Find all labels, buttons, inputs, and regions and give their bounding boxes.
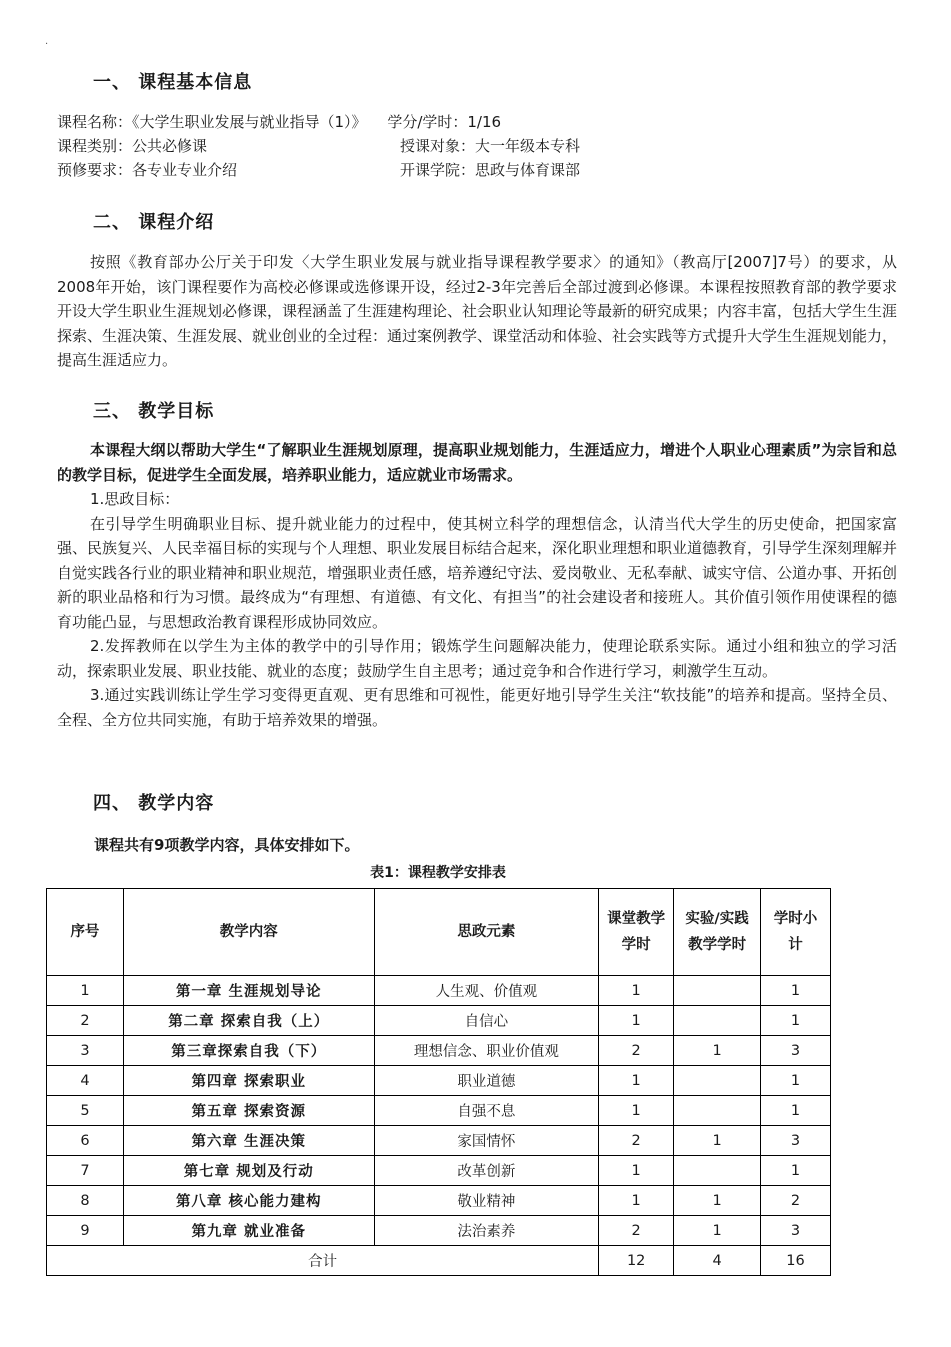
row-practice-hours: 1	[674, 1216, 761, 1246]
offering-college: 开课学院：思政与体育课部	[400, 161, 581, 179]
row-subtotal: 1	[761, 1156, 831, 1186]
table-row	[47, 1036, 831, 1066]
row-subtotal: 3	[761, 1036, 831, 1066]
row-practice-hours	[674, 1096, 761, 1126]
table-row	[47, 1186, 831, 1216]
row-class-hours: 1	[599, 976, 674, 1006]
row-index: 1	[47, 976, 124, 1006]
prerequisites: 预修要求：各专业专业介绍	[57, 161, 238, 179]
row-chapter: 第三章探索自我（下）	[123, 1036, 374, 1066]
table-row	[47, 976, 831, 1006]
table-row	[47, 1006, 831, 1036]
row-index: 7	[47, 1156, 124, 1186]
row-subtotal: 1	[761, 976, 831, 1006]
goal-3-text: 3.通过实践训练让学生学习变得更直观、更有思维和可视性，能更好地引导学生关注“软技能”的培养和提高。坚持全员、全程、全方位共同实施，有助于培养效果的增强。	[57, 686, 897, 729]
total-subtotal: 16	[761, 1246, 831, 1276]
goal-1-text: 在引导学生明确职业目标、提升就业能力的过程中，使其树立科学的理想信念，认清当代大学生的历史使命，把国家富强、民族复兴、人民幸福目标的实现与个人理想、职业发展目标结合起来，深化职业理想和职业道德教育，引导学生深刻理解并自觉实践各行业的职业精神和职业规范，增强职业责任感，培养遵纪守法、爱岗敬业、无私奉献、诚实守信、公道办事、开拓创新的职业品格和行为习惯。最终成为“有理想、有道德、有文化、有担当”的社会建设者和接班人。其价值引领作用使课程的德育功能凸显，与思想政治教育课程形成协同效应。	[57, 514, 898, 631]
row-chapter: 第七章 规划及行动	[123, 1156, 374, 1186]
row-class-hours: 1	[599, 1156, 674, 1186]
content-intro	[57, 833, 897, 858]
table-row	[47, 1126, 831, 1156]
goal-1-heading: 1.思政目标：	[90, 490, 180, 508]
row-practice-hours: 1	[674, 1126, 761, 1156]
row-class-hours: 1	[599, 1186, 674, 1216]
row-chapter: 第八章 核心能力建构	[123, 1186, 374, 1216]
row-ideology: 人生观、价值观	[374, 976, 599, 1006]
row-ideology: 职业道德	[374, 1066, 599, 1096]
goals-summary: 本课程大纲以帮助大学生“了解职业生涯规划原理，提高职业规划能力，生涯适应力，增进个人职业心理素质”为宗旨和总的教学目标，促进学生全面发展，培养职业能力，适应就业市场需求。	[57, 441, 897, 484]
course-info	[57, 110, 581, 182]
header-ideology: 思政元素	[374, 889, 599, 976]
table-total-row	[47, 1246, 831, 1276]
row-subtotal: 1	[761, 1006, 831, 1036]
header-practice-hours: 实验/实践教学学时	[674, 889, 761, 976]
row-practice-hours: 1	[674, 1186, 761, 1216]
header-subtotal: 学时小计	[761, 889, 831, 976]
row-ideology: 自信心	[374, 1006, 599, 1036]
row-chapter: 第四章 探索职业	[123, 1066, 374, 1096]
total-practice-hours: 4	[674, 1246, 761, 1276]
course-name: 课程名称：《大学生职业发展与就业指导（1）》	[57, 113, 367, 131]
course-category: 课程类别：公共必修课	[57, 137, 208, 155]
row-class-hours: 1	[599, 1066, 674, 1096]
row-subtotal: 3	[761, 1126, 831, 1156]
target-audience: 授课对象：大一年级本专科	[400, 137, 581, 155]
row-ideology: 敬业精神	[374, 1186, 599, 1216]
intro-paragraph: 按照《教育部办公厅关于印发〈大学生职业发展与就业指导课程教学要求〉的通知》（教高厅[2007]7号）的要求，从2008年开始，该门课程要作为高校必修课或选修课开设，经过2-3年完善后全部过渡到必修课。本课程按照教育部的教学要求开设大学生职业生涯规划必修课，课程涵盖了生涯建构理论、社会职业认知理论等最新的研究成果；内容丰富，包括大学生生涯探索、生涯决策、生涯发展、就业创业的全过程：通过案例教学、课堂活动和体验、社会实践等方式提升大学生生涯规划能力，提高生涯适应力。	[57, 253, 898, 369]
row-subtotal: 1	[761, 1066, 831, 1096]
row-chapter: 第九章 就业准备	[123, 1216, 374, 1246]
row-chapter: 第六章 生涯决策	[123, 1126, 374, 1156]
row-practice-hours	[674, 976, 761, 1006]
row-chapter: 第一章 生涯规划导论	[123, 976, 374, 1006]
row-class-hours: 2	[599, 1216, 674, 1246]
row-class-hours: 1	[599, 1096, 674, 1126]
row-practice-hours	[674, 1006, 761, 1036]
schedule-table	[46, 888, 831, 1276]
row-ideology: 理想信念、职业价值观	[374, 1036, 599, 1066]
row-subtotal: 2	[761, 1186, 831, 1216]
section-4-title: 四、 教学内容	[93, 793, 215, 814]
row-class-hours: 2	[599, 1126, 674, 1156]
row-practice-hours	[674, 1066, 761, 1096]
row-ideology: 家国情怀	[374, 1126, 599, 1156]
row-chapter: 第二章 探索自我（上）	[123, 1006, 374, 1036]
row-index: 6	[47, 1126, 124, 1156]
section-2-title: 二、 课程介绍	[93, 212, 215, 233]
header-class-hours: 课堂教学学时	[599, 889, 674, 976]
table-row	[47, 1066, 831, 1096]
row-subtotal: 1	[761, 1096, 831, 1126]
row-subtotal: 3	[761, 1216, 831, 1246]
row-index: 4	[47, 1066, 124, 1096]
table-row	[47, 1096, 831, 1126]
row-practice-hours: 1	[674, 1036, 761, 1066]
section-3-title: 三、 教学目标	[93, 401, 215, 422]
header-index: 序号	[47, 889, 124, 976]
table-row	[47, 1156, 831, 1186]
row-chapter: 第五章 探索资源	[123, 1096, 374, 1126]
table-row	[47, 1216, 831, 1246]
credits-hours: 学分/学时：1/16	[387, 113, 502, 131]
goal-2-text: 2.发挥教师在以学生为主体的教学中的引导作用；锻炼学生问题解决能力，使理论联系实际。通过小组和独立的学习活动，探索职业发展、职业技能、就业的态度；鼓励学生自主思考；通过竞争和合作进行学习，刺激学生互动。	[57, 637, 897, 680]
row-index: 5	[47, 1096, 124, 1126]
row-ideology: 改革创新	[374, 1156, 599, 1186]
content-intro-text: 课程共有9项教学内容，具体安排如下。	[94, 836, 360, 854]
total-label: 合计	[47, 1246, 599, 1276]
info-row-3	[57, 158, 581, 182]
row-ideology: 法治素养	[374, 1216, 599, 1246]
row-class-hours: 2	[599, 1036, 674, 1066]
course-intro	[57, 250, 897, 373]
section-1-title: 一、 课程基本信息	[93, 72, 253, 93]
table-caption: 表1：课程教学安排表	[370, 865, 506, 881]
row-index: 9	[47, 1216, 124, 1246]
header-content: 教学内容	[123, 889, 374, 976]
total-class-hours: 12	[599, 1246, 674, 1276]
info-row-2	[57, 134, 581, 158]
teaching-goals	[57, 438, 897, 732]
table-header-row	[47, 889, 831, 976]
row-index: 8	[47, 1186, 124, 1216]
row-class-hours: 1	[599, 1006, 674, 1036]
row-ideology: 自强不息	[374, 1096, 599, 1126]
row-practice-hours	[674, 1156, 761, 1186]
stray-dot: .	[45, 36, 49, 47]
row-index: 2	[47, 1006, 124, 1036]
info-row-1	[57, 110, 501, 134]
row-index: 3	[47, 1036, 124, 1066]
